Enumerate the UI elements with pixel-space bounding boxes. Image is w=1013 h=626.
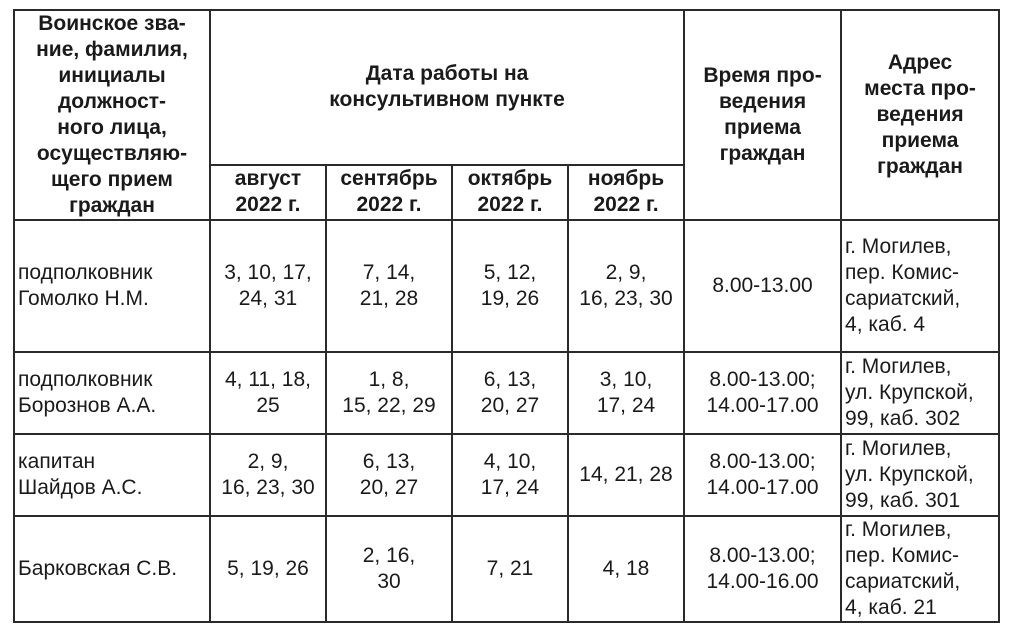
table-row bbox=[14, 434, 999, 516]
dates-sep: 2, 16, 30 bbox=[326, 516, 452, 622]
dates-oct: 5, 12, 19, 26 bbox=[452, 220, 568, 352]
header-month-aug: август 2022 г. bbox=[210, 165, 326, 220]
table-row bbox=[14, 220, 999, 352]
reception-address: г. Могилев, пер. Комис- сариатский, 4, каб. 4 bbox=[841, 220, 999, 352]
dates-oct: 6, 13, 20, 27 bbox=[452, 352, 568, 434]
dates-sep: 6, 13, 20, 27 bbox=[326, 434, 452, 516]
reception-time: 8.00-13.00; 14.00-17.00 bbox=[684, 434, 841, 516]
dates-oct: 4, 10, 17, 24 bbox=[452, 434, 568, 516]
reception-address: г. Могилев, пер. Комис- сариатский, 4, каб. 21 bbox=[841, 516, 999, 622]
dates-aug: 5, 19, 26 bbox=[210, 516, 326, 622]
header-rank-name: Воинское зва- ние, фамилия, инициалы должност- ного лица, осуществляю- щего прием граждан bbox=[14, 10, 210, 220]
official-name: подполковник Гомолко Н.М. bbox=[14, 220, 210, 352]
dates-nov: 14, 21, 28 bbox=[568, 434, 684, 516]
header-month-sep: сентябрь 2022 г. bbox=[326, 165, 452, 220]
official-name: капитан Шайдов А.С. bbox=[14, 434, 210, 516]
reception-time: 8.00-13.00; 14.00-16.00 bbox=[684, 516, 841, 622]
dates-sep: 1, 8, 15, 22, 29 bbox=[326, 352, 452, 434]
reception-address: г. Могилев, ул. Крупской, 99, каб. 302 bbox=[841, 352, 999, 434]
dates-aug: 2, 9, 16, 23, 30 bbox=[210, 434, 326, 516]
header-row-top bbox=[14, 10, 999, 165]
header-date-group: Дата работы на консультивном пункте bbox=[210, 10, 684, 165]
reception-time: 8.00-13.00 bbox=[684, 220, 841, 352]
table-row bbox=[14, 352, 999, 434]
dates-oct: 7, 21 bbox=[452, 516, 568, 622]
table-row bbox=[14, 516, 999, 622]
dates-aug: 3, 10, 17, 24, 31 bbox=[210, 220, 326, 352]
dates-sep: 7, 14, 21, 28 bbox=[326, 220, 452, 352]
official-name: подполковник Борознов А.А. bbox=[14, 352, 210, 434]
dates-nov: 3, 10, 17, 24 bbox=[568, 352, 684, 434]
official-name: Барковская С.В. bbox=[14, 516, 210, 622]
header-time: Время про- ведения приема граждан bbox=[684, 10, 841, 220]
header-address: Адрес места про- ведения приема граждан bbox=[841, 10, 999, 220]
header-month-nov: ноябрь 2022 г. bbox=[568, 165, 684, 220]
reception-time: 8.00-13.00; 14.00-17.00 bbox=[684, 352, 841, 434]
reception-schedule-table bbox=[13, 9, 1000, 623]
reception-address: г. Могилев, ул. Крупской, 99, каб. 301 bbox=[841, 434, 999, 516]
header-month-oct: октябрь 2022 г. bbox=[452, 165, 568, 220]
dates-nov: 4, 18 bbox=[568, 516, 684, 622]
dates-nov: 2, 9, 16, 23, 30 bbox=[568, 220, 684, 352]
dates-aug: 4, 11, 18, 25 bbox=[210, 352, 326, 434]
